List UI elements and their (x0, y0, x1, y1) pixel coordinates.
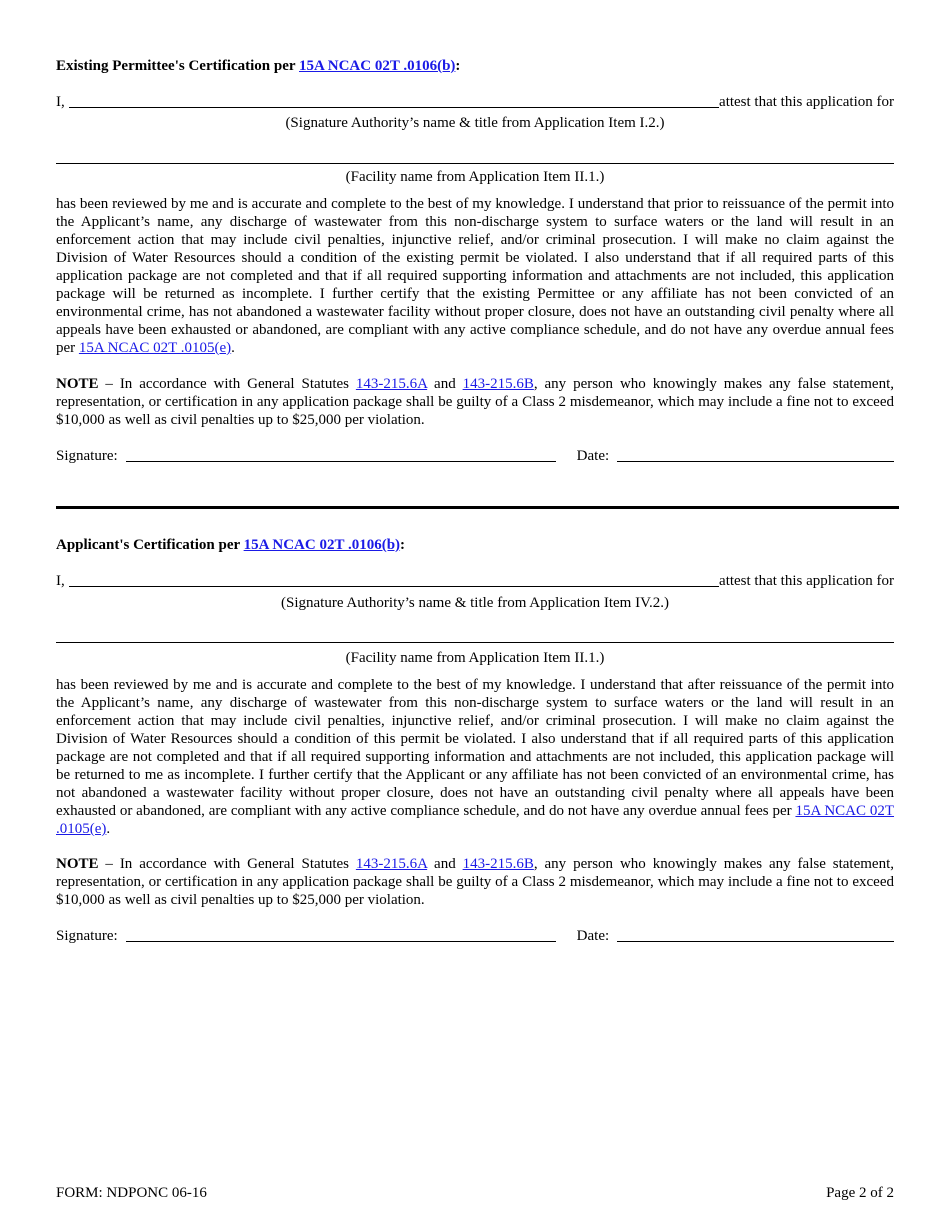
i-prefix: I, (56, 94, 65, 110)
date-label: Date: (576, 928, 610, 944)
rule-0105e-link[interactable]: 15A NCAC 02T .0105(e) (56, 803, 895, 837)
facility-caption: (Facility name from Application Item II.1.) (345, 169, 605, 185)
note-text: , any person who knowingly makes any false statement, representation, or certification in any application package shall be guilty of a Class 2 misdemeanor, which may include a fine not to exceed $10,000 as well as civil penalties up to $25,000 per violation. (56, 376, 894, 428)
note-text: – In accordance with General Statutes (98, 856, 356, 872)
i-prefix: I, (56, 573, 65, 589)
signature-label: Signature: (56, 448, 118, 464)
page-number: Page 2 of 2 (826, 1185, 894, 1201)
signature-label: Signature: (56, 928, 118, 944)
heading-text: Existing Permittee's Certification per (56, 58, 296, 74)
signatory-name-field[interactable] (69, 585, 719, 587)
facility-caption: (Facility name from Application Item II.1.) (345, 650, 605, 666)
note-text: and (427, 856, 463, 872)
signatory-caption: (Signature Authority’s name & title from Application Item I.2.) (285, 115, 665, 131)
certification-paragraph (56, 676, 894, 838)
rule-0106b-link[interactable]: 15A NCAC 02T .0106(b) (299, 58, 456, 74)
signature-row (56, 447, 894, 465)
note-text: – In accordance with General Statutes (98, 376, 356, 392)
signature-row (56, 927, 894, 945)
period: . (231, 340, 235, 356)
date-field[interactable] (617, 460, 894, 462)
note-text: and (427, 376, 463, 392)
signatory-name-row (56, 93, 894, 111)
statute-143-215-6a-link[interactable]: 143-215.6A (355, 376, 428, 392)
statute-143-215-6b-link[interactable]: 143-215.6B (462, 856, 534, 872)
rule-0106b-link[interactable]: 15A NCAC 02T .0106(b) (243, 537, 401, 553)
attest-text: attest that this application for (719, 94, 894, 110)
heading-colon: : (400, 537, 406, 553)
date-field[interactable] (617, 940, 894, 942)
signature-field[interactable] (126, 460, 556, 462)
signatory-name-row (56, 572, 894, 590)
note-label: NOTE (56, 376, 99, 392)
period: . (106, 821, 111, 837)
section-divider (56, 506, 899, 509)
statute-143-215-6a-link[interactable]: 143-215.6A (355, 856, 428, 872)
applicant-heading (56, 536, 405, 554)
note-paragraph (56, 375, 894, 429)
signature-field[interactable] (126, 940, 556, 942)
signatory-caption: (Signature Authority’s name & title from Application Item IV.2.) (281, 595, 669, 611)
heading-colon: : (455, 58, 461, 74)
note-paragraph (56, 855, 894, 909)
certification-text: has been reviewed by me and is accurate and complete to the best of my knowledge. I understand that prior to reissuance of the permit into the Applicant’s name, any discharge of wastewater from this non-discharge system to surface waters or the land will result in an enforcement action that may include civil penalties, injunctive relief, and/or criminal prosecution. I will make no claim against the Division of Water Resources should a condition of the existing permit be violated. I also understand that if all required parts of this application package are not completed and that if all required supporting information and attachments are not included, this application package will be returned as incomplete. I further certify that the existing Permittee or any affiliate has not been convicted of an environmental crime, has not abandoned a wastewater facility without proper closure, does not have an outstanding civil penalty where all appeals have been exhausted or abandoned, are compliant with any active compliance schedule, and do not have any overdue annual fees per (56, 196, 894, 356)
facility-name-field[interactable] (56, 163, 894, 164)
form-id: FORM: NDPONC 06-16 (56, 1185, 207, 1201)
note-label: NOTE (56, 856, 99, 872)
certification-text: has been reviewed by me and is accurate and complete to the best of my knowledge. I understand that after reissuance of the permit into the Applicant’s name, any discharge of wastewater from this non-discharge system to surface waters or the land will result in an enforcement action that may include civil penalties, injunctive relief, and/or criminal prosecution. I will make no claim against the Division of Water Resources should a condition of this permit be violated. I also understand that if all required parts of this application package are not completed and that if all required supporting information and attachments are not included, this application package will be returned to me as incomplete. I further certify that the Applicant or any affiliate has not been convicted of an environmental crime, has not abandoned a wastewater facility without proper closure, does not have an outstanding civil penalty where all appeals have been exhausted or abandoned, are compliant with any active compliance schedule, and do not have any overdue annual fees per (56, 677, 894, 819)
certification-paragraph (56, 195, 894, 357)
rule-0105e-link[interactable]: 15A NCAC 02T .0105(e) (78, 340, 232, 356)
heading-text: Applicant's Certification per (56, 537, 240, 553)
date-label: Date: (576, 448, 610, 464)
statute-143-215-6b-link[interactable]: 143-215.6B (462, 376, 534, 392)
existing-permittee-heading (56, 57, 460, 75)
facility-name-field[interactable] (56, 642, 894, 643)
signatory-name-field[interactable] (69, 106, 719, 108)
note-text: , any person who knowingly makes any false statement, representation, or certification in any application package shall be guilty of a Class 2 misdemeanor, which may include a fine not to exceed $10,000 as well as civil penalties up to $25,000 per violation. (56, 856, 894, 908)
attest-text: attest that this application for (719, 573, 894, 589)
